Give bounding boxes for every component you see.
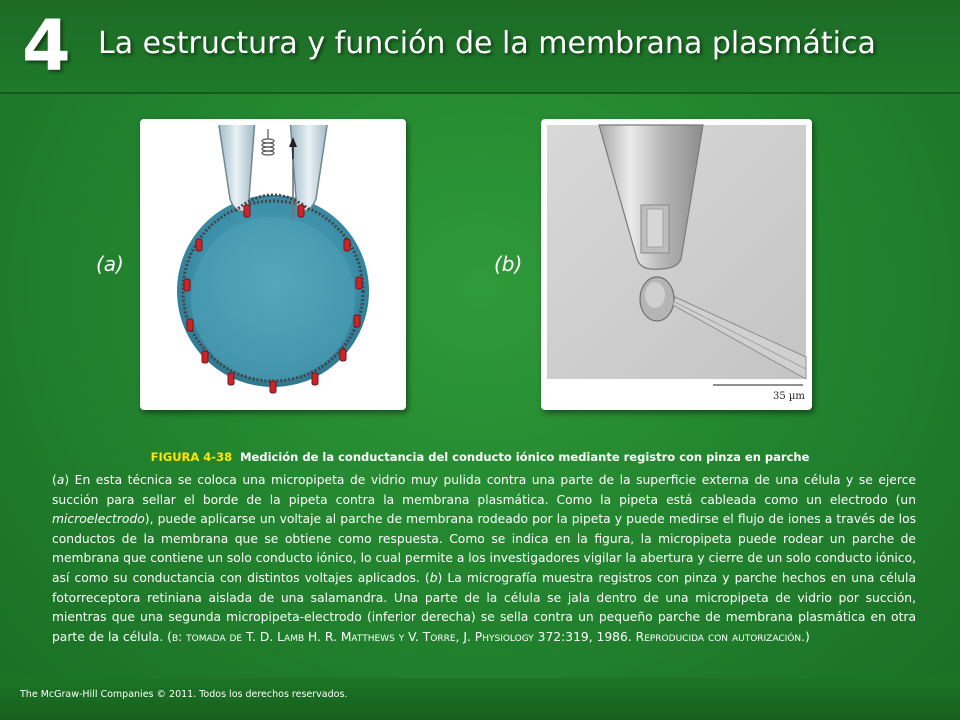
figure-heading: Medición de la conductancia del conducto iónico mediante registro con pinza en parche [240, 450, 810, 464]
caption-text: ) En esta técnica se coloca una micropipeta de vidrio muy pulida contra una parte de la superficie externa de una célula y se ejerce succión para sellar el borde de la pipeta contra la membrana plasmática. Como la pipeta está cableada como un electrodo (un [52, 473, 916, 507]
slide-header [0, 0, 960, 94]
figure-caption-body [52, 471, 916, 647]
caption-italic-b: b [429, 570, 438, 585]
caption-credit: b: tomada de T. D. Lamb H. R. Matthews y V. Torre, J. Physiology 372:319, 1986. Reproducida con autorización. [171, 629, 806, 644]
figure-number: FIGURA 4-38 [150, 450, 233, 464]
caption-text: ( [52, 473, 57, 487]
chapter-number: 4 [22, 5, 71, 87]
micrograph-image [541, 119, 812, 410]
panel-label-a: (a) [96, 252, 124, 276]
panel-label-b: (b) [494, 252, 523, 276]
slide-title: La estructura y función de la membrana plasmática [98, 26, 876, 61]
patch-clamp-diagram [140, 119, 406, 410]
copyright-notice: The McGraw-Hill Companies © 2011. Todos los derechos reservados. [20, 689, 348, 700]
figure-panel-a [140, 119, 406, 410]
caption-text: ) La micrografía muestra registros con pinza y parche hechos en una célula fotorreceptora retiniana aislada de una salamandra. Una parte de la célula se jala dentro de una micropipeta de vidrio por succión, mientras que una segunda micropipeta-electrodo (inferior derecha) se sella contra un pequeño parche de membrana plasmática en otra parte de la célula. ( [52, 570, 916, 644]
caption-text: ), puede aplicarse un voltaje al parche de membrana rodeado por la pipeta y puede medirse el flujo de iones a través de los conductos de la membrana que se obtiene como respuesta. Como se indica en la figura, la micropipeta puede rodear un parche de membrana que contiene un solo conducto iónico, lo cual permite a los investigadores vigilar la abertura y cierre de un solo conducto iónico, así como su conductancia con distintos voltajes aplicados. ( [52, 512, 916, 585]
caption-italic-a: a [56, 473, 65, 487]
figure-caption-title [0, 450, 960, 464]
scale-bar-label: 35 µm [773, 391, 805, 402]
caption-text: ) [805, 629, 810, 644]
caption-italic-microelectrodo: microelectrodo [52, 512, 145, 527]
figure-panel-b [541, 119, 812, 410]
